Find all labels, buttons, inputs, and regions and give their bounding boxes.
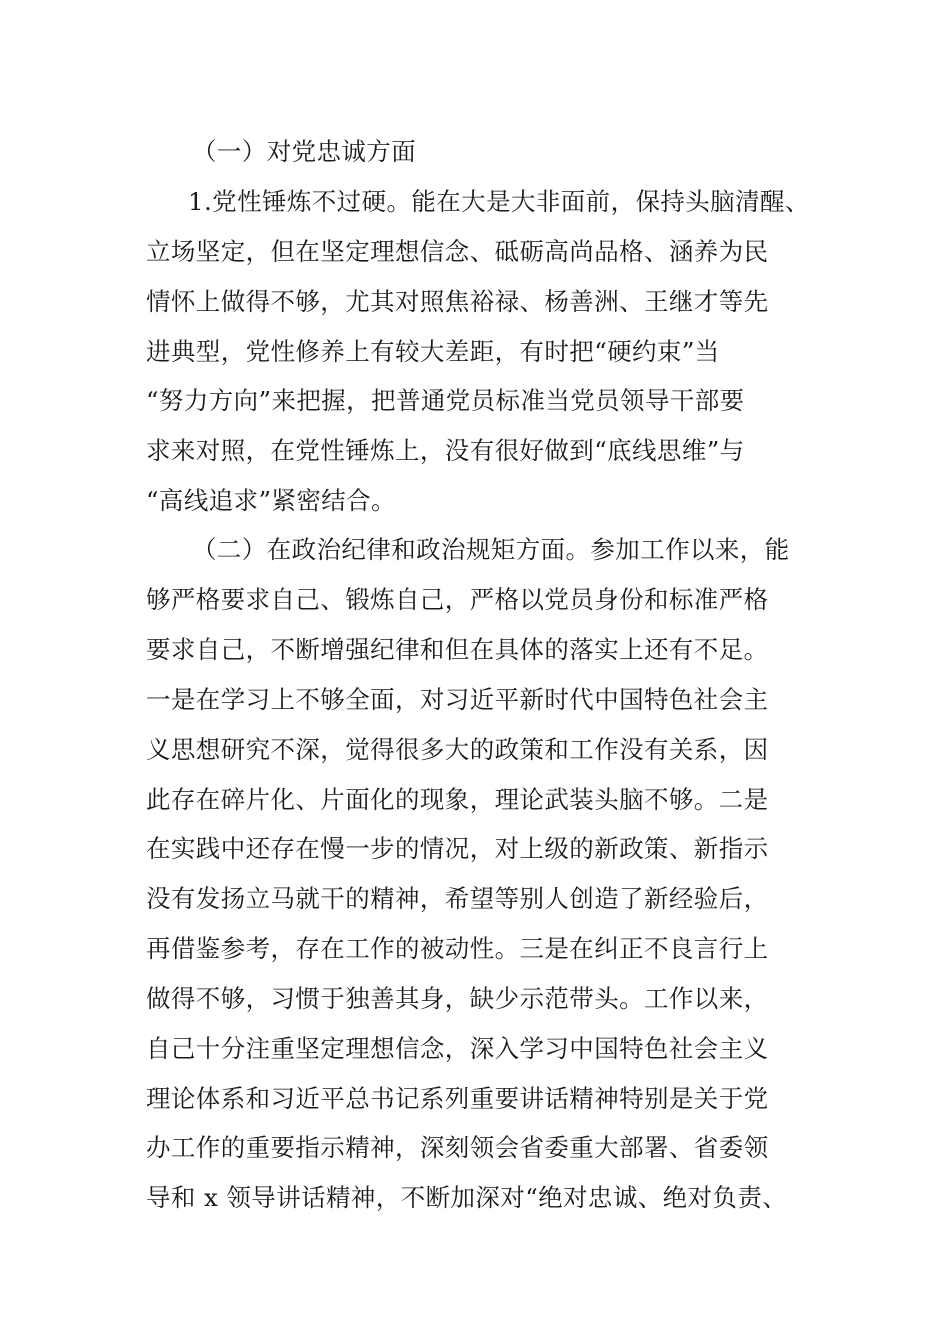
- paragraph-line: 求来对照，在党性锤炼上，没有很好做到“底线思维”与: [146, 436, 745, 465]
- paragraph-line: 在实践中还存在慢一步的情况，对上级的新政策、新指示: [146, 834, 769, 863]
- paragraph-line: 一是在学习上不够全面，对习近平新时代中国特色社会主: [146, 685, 769, 714]
- paragraph-line: “高线追求”紧密结合。: [146, 486, 396, 515]
- paragraph-line: 义思想研究不深，觉得很多大的政策和工作没有关系，因: [146, 735, 769, 764]
- paragraph-line: 立场坚定，但在坚定理想信念、砥砺高尚品格、涵养为民: [146, 237, 769, 266]
- paragraph-line: 导和 x 领导讲话精神，不断加深对“绝对忠诚、绝对负责、: [146, 1183, 788, 1212]
- paragraph-line: 1.党性锤炼不过硬。能在大是大非面前，保持头脑清醒、: [188, 187, 810, 216]
- paragraph-line: 此存在碎片化、片面化的现象，理论武装头脑不够。二是: [146, 785, 769, 814]
- paragraph-line: 没有发扬立马就干的精神，希望等别人创造了新经验后，: [146, 884, 769, 913]
- paragraph-line: 要求自己，不断增强纪律和但在具体的落实上还有不足。: [146, 635, 769, 664]
- paragraph-line: 自己十分注重坚定理想信念，深入学习中国特色社会主义: [146, 1034, 769, 1063]
- paragraph-line: 进典型，党性修养上有较大差距，有时把“硬约束”当: [146, 337, 720, 366]
- paragraph-line: 办工作的重要指示精神，深刻领会省委重大部署、省委领: [146, 1133, 769, 1162]
- paragraph-line: 做得不够，习惯于独善其身，缺少示范带头。工作以来，: [146, 984, 769, 1013]
- paragraph-line: 再借鉴参考，存在工作的被动性。三是在纠正不良言行上: [146, 934, 769, 963]
- paragraph-line: “努力方向”来把握，把普通党员标准当党员领导干部要: [146, 386, 745, 415]
- paragraph-line: 够严格要求自己、锻炼自己，严格以党员身份和标准严格: [146, 585, 769, 614]
- section-heading-2: （二）在政治纪律和政治规矩方面。参加工作以来，能: [192, 535, 790, 564]
- section-heading-1: （一）对党忠诚方面: [192, 137, 417, 166]
- paragraph-line: 理论体系和习近平总书记系列重要讲话精神特别是关于党: [146, 1084, 769, 1113]
- paragraph-line: 情怀上做得不够，尤其对照焦裕禄、杨善洲、王继才等先: [146, 287, 769, 316]
